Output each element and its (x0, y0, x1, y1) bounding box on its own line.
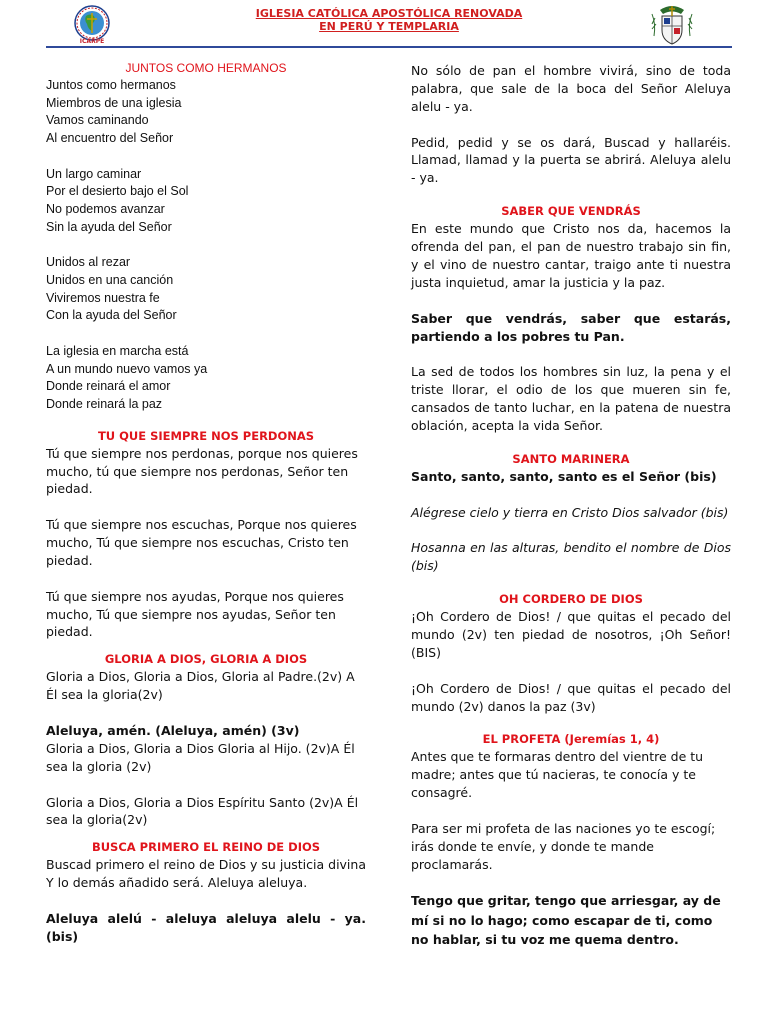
paragraph: Tú que siempre nos perdonas, porque nos quieres mucho, tú que siempre nos perdonas, Señor ten piedad. (46, 445, 358, 497)
verse-4 (46, 343, 366, 414)
header-divider (46, 46, 732, 48)
verse-line: Sin la ayuda del Señor (46, 219, 172, 234)
bishop-coat-of-arms-icon (646, 4, 698, 48)
verse-line: Por el desierto bajo el Sol (46, 184, 189, 199)
verse-line: Donde reinará el amor (46, 379, 171, 394)
paragraph-bold: Aleluya, amén. (Aleluya, amén) (3v) (46, 723, 300, 738)
song-title: BUSCA PRIMERO EL REINO DE DIOS (91, 840, 321, 855)
right-column (411, 62, 731, 950)
song-title: SANTO MARINERA (512, 451, 630, 466)
icarpe-logo (68, 4, 116, 48)
song-title: SABER QUE VENDRÁS (501, 204, 641, 219)
verse-line: Al encuentro del Señor (46, 131, 174, 146)
paragraph-bold: Aleluya alelú - aleluya aleluya alelu - ya. (bis) (46, 910, 366, 944)
song-saber-que-vendras (411, 203, 731, 435)
song-title: GLORIA A DIOS, GLORIA A DIOS (104, 652, 308, 667)
verse-line: No podemos avanzar (46, 202, 165, 217)
paragraph: Antes que te formaras dentro del vientre de tu madre; antes que tú nacieras, te conocía y te consagré. (411, 749, 704, 801)
paragraph: Gloria a Dios, Gloria a Dios Gloria al Hijo. (2v)A Él sea la gloria (2v) (46, 740, 355, 774)
verse-line: Viviremos nuestra fe (46, 290, 160, 305)
left-column (46, 58, 366, 946)
song-busca-primero-el-reino (46, 839, 366, 945)
song-title: EL PROFETA (Jeremías 1, 4) (482, 732, 660, 747)
header-title (166, 7, 612, 33)
header-title-line1: IGLESIA CATÓLICA APOSTÓLICA RENOVADA (255, 7, 523, 20)
page-header (46, 4, 732, 48)
song-oh-cordero-de-dios (411, 591, 731, 715)
song-gloria-a-dios (46, 651, 366, 829)
paragraph: Buscad primero el reino de Dios y su justicia divina Y lo demás añadido será. Aleluya aleluya. (46, 857, 366, 891)
paragraph-bold: Tengo que gritar, tengo que arriesgar, ay de mí si no lo hago; como escapar de ti, como no hablar, si tu voz me quema dentro. (411, 893, 721, 948)
verse-line: Juntos como hermanos (46, 78, 176, 92)
verse-line: Miembros de una iglesia (46, 95, 182, 110)
song-tu-que-siempre-nos-perdonas (46, 428, 366, 642)
verse-2 (46, 166, 366, 237)
paragraph: Tú que siempre nos ayudas, Porque nos quieres mucho, Tú que siempre nos ayudas, Señor ten piedad. (46, 588, 344, 640)
logo-caption: ICARPE (79, 38, 105, 45)
paragraph: Gloria a Dios, Gloria a Dios Espíritu Santo (2v)A Él sea la gloria(2v) (46, 794, 359, 828)
verse-line: La iglesia en marcha está (46, 343, 189, 358)
paragraph-bold: Saber que vendrás, saber que estarás, partiendo a los pobres tu Pan. (411, 310, 731, 344)
verse-line: Donde reinará la paz (46, 396, 163, 411)
paragraph-italic: Hosanna en las alturas, bendito el nombre de Dios (bis) (411, 540, 731, 574)
verse-1 (46, 77, 366, 148)
song-title: JUNTOS COMO HERMANOS (125, 61, 287, 75)
song-title: OH CORDERO DE DIOS (499, 592, 643, 607)
paragraph: Para ser mi profeta de las naciones yo te escogí; irás donde te envíe, y donde te mande proclamarás. (411, 820, 716, 872)
paragraph: Gloria a Dios, Gloria a Dios, Gloria al Padre.(2v) A Él sea la gloria(2v) (46, 669, 355, 703)
song-el-profeta (411, 731, 731, 950)
song-juntos-como-hermanos (46, 60, 366, 414)
verse-line: Con la ayuda del Señor (46, 308, 177, 323)
verse-line: Unidos en una canción (46, 272, 174, 287)
song-santo-marinera (411, 451, 731, 575)
paragraph: ¡Oh Cordero de Dios! / que quitas el pecado del mundo (2v) ten piedad de nosotros, ¡Oh Señor! (BIS) (411, 609, 731, 660)
verse-line: Unidos al rezar (46, 255, 131, 270)
paragraph: La sed de todos los hombres sin luz, la pena y el triste llorar, el odio de los que mueren sin fe, cansados de tanto luchar, en la patena de nuestra oblación, acepta la vida Señor. (411, 364, 731, 433)
paragraph-bold: Santo, santo, santo, santo es el Señor (bis) (411, 468, 717, 484)
song-title: TU QUE SIEMPRE NOS PERDONAS (97, 428, 315, 443)
verse-line: A un mundo nuevo vamos ya (46, 361, 208, 376)
song-continuation (411, 62, 731, 187)
coat-of-arms (646, 4, 698, 48)
paragraph-italic: Alégrese cielo y tierra en Cristo Dios salvador (bis) (411, 504, 729, 520)
paragraph: ¡Oh Cordero de Dios! / que quitas el pecado del mundo (2v) danos la paz (3v) (411, 680, 731, 714)
paragraph: En este mundo que Cristo nos da, hacemos la ofrenda del pan, el pan de nuestro trabajo sin fin, y el vino de nuestro cantar, traigo ante ti nuestra justa inquietud, amar la justicia y la paz. (411, 221, 731, 290)
verse-line: Un largo caminar (46, 166, 142, 181)
verse-line: Vamos caminando (46, 113, 149, 128)
verse-3 (46, 254, 366, 325)
paragraph: No sólo de pan el hombre vivirá, sino de toda palabra, que sale de la boca del Señor Aleluya alelu - ya. (411, 63, 731, 114)
paragraph: Tú que siempre nos escuchas, Porque nos quieres mucho, Tú que siempre nos escuchas, Cristo ten piedad. (46, 517, 357, 568)
paragraph: Pedid, pedid y se os dará, Buscad y hallaréis. Llamad, llamad y la puerta se abrirá. Aleluya alelu - ya. (411, 134, 731, 186)
header-title-line2: EN PERÚ Y TEMPLARIA (319, 20, 459, 33)
